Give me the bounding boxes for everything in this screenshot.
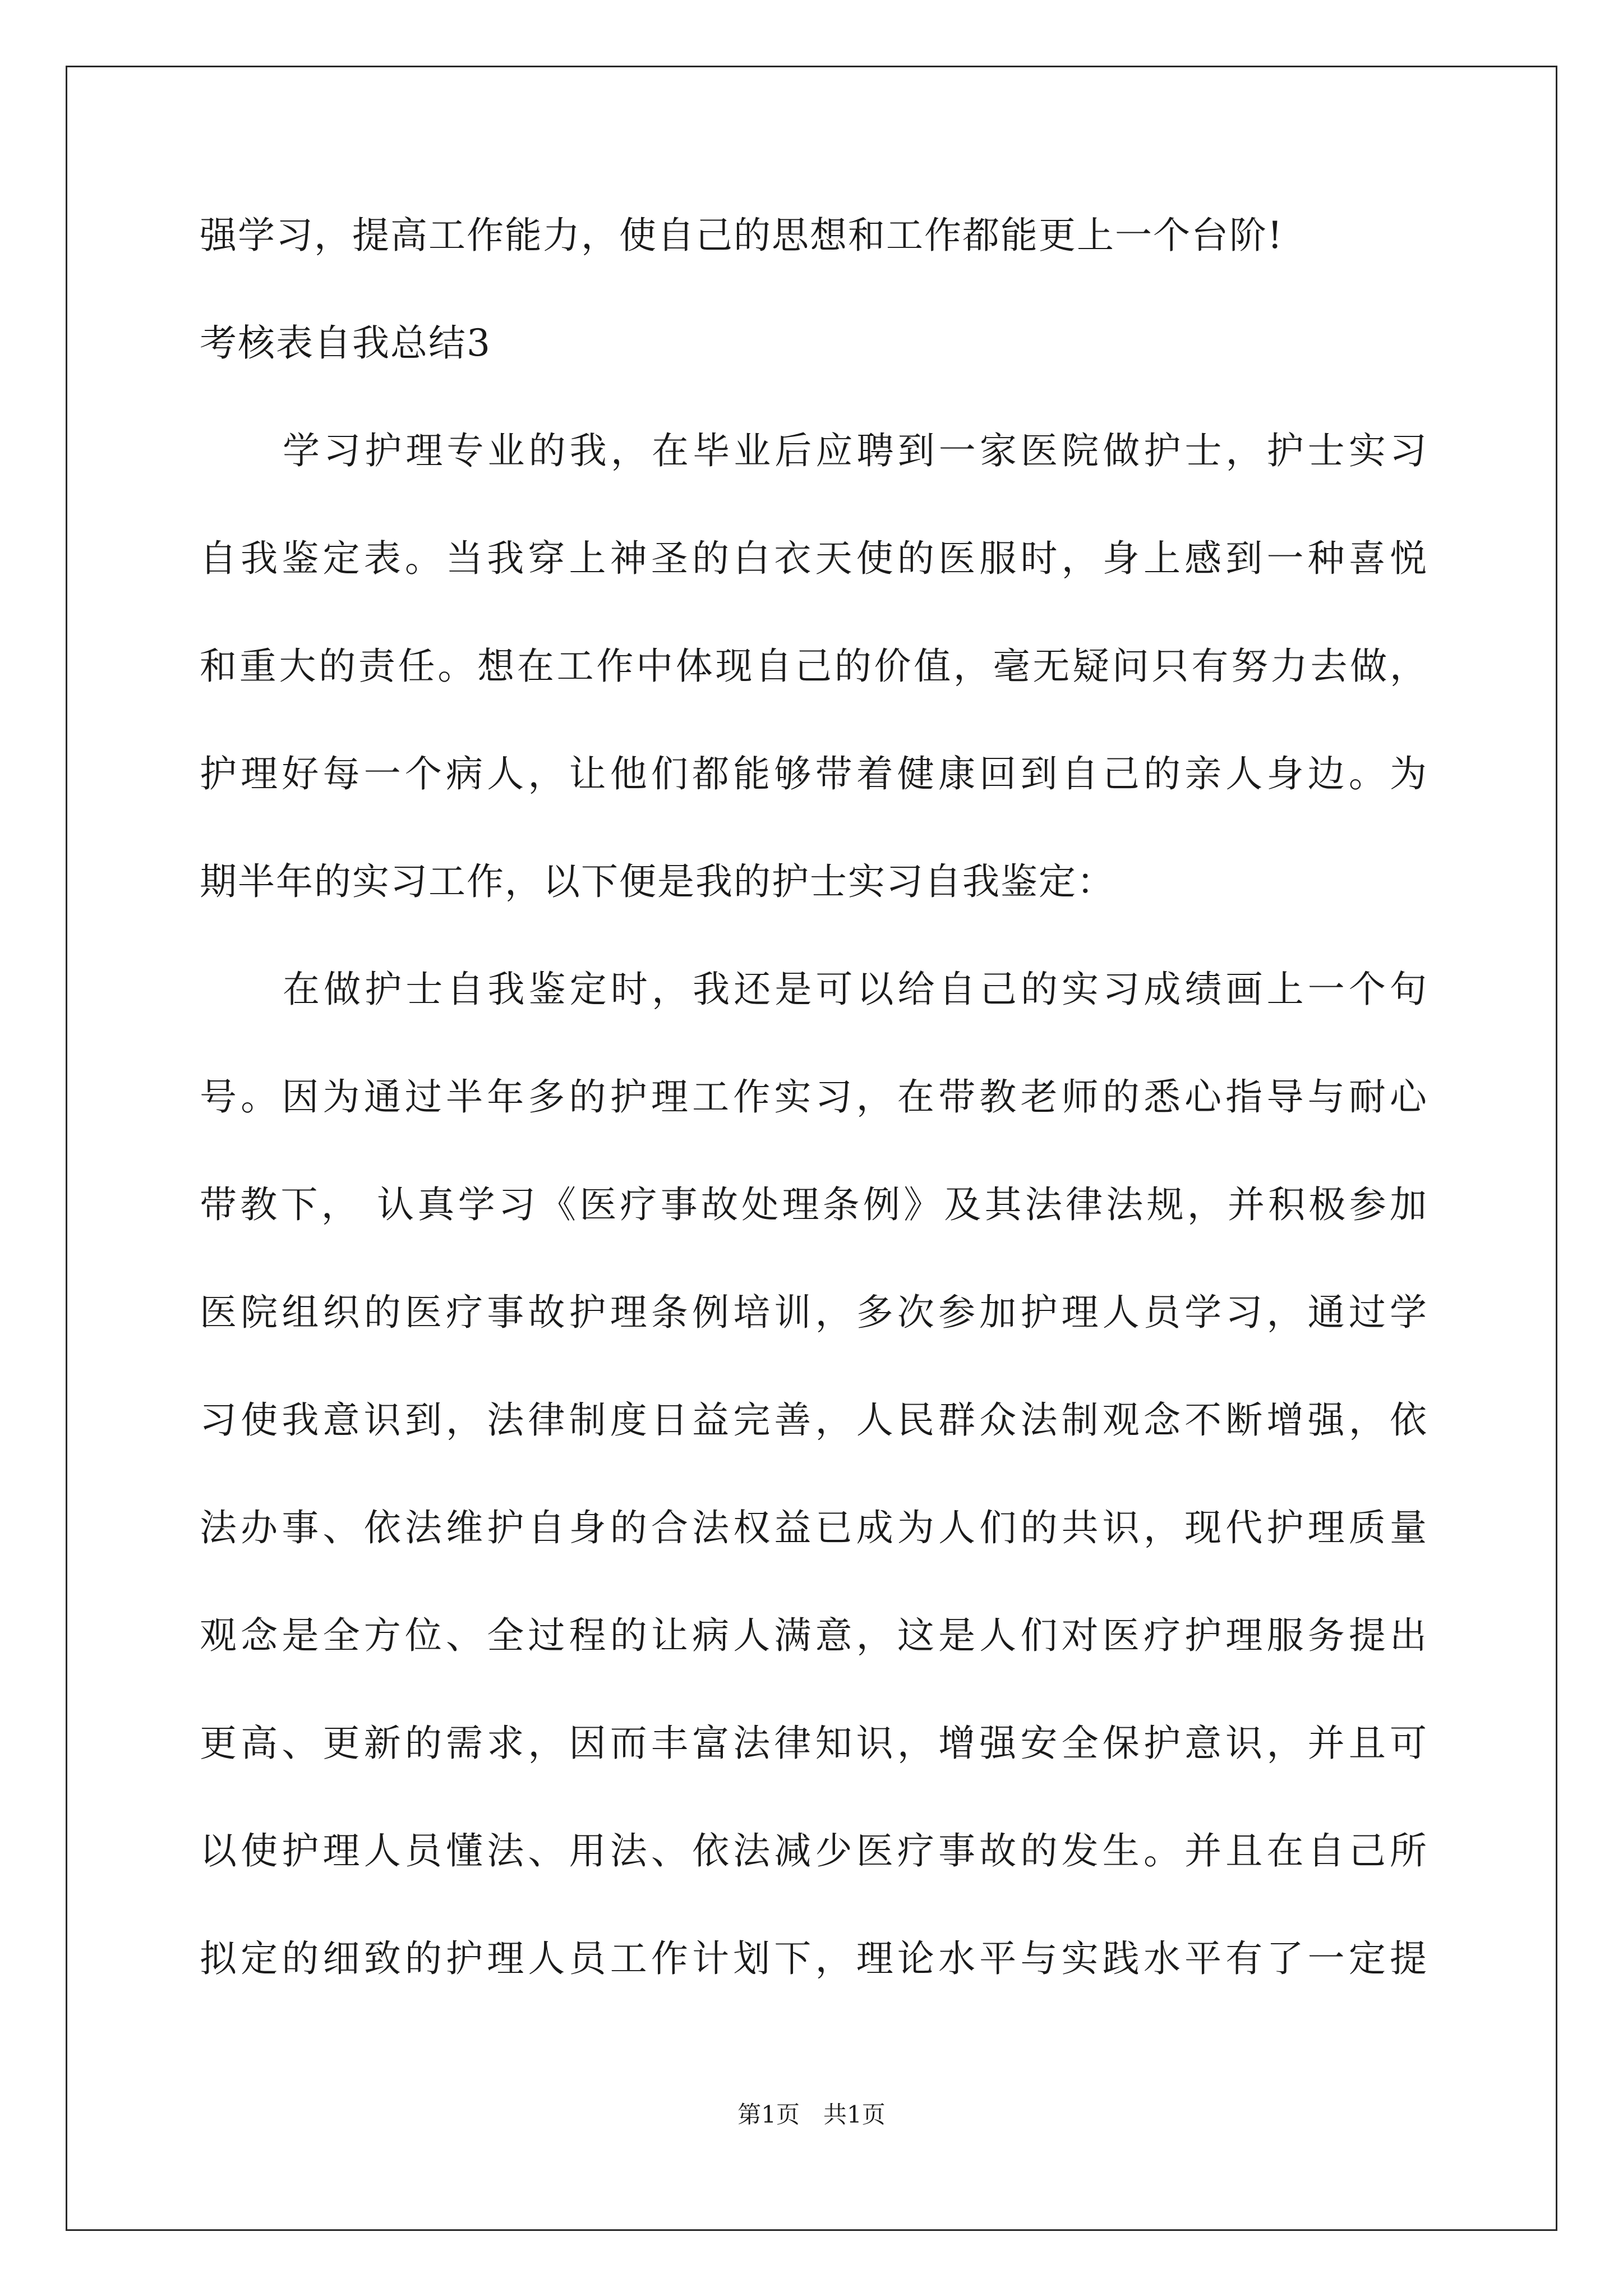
document-body bbox=[200, 213, 1428, 2044]
text-line: 护理好每一个病人，让他们都能够带着健康回到自己的亲人身边。为 bbox=[200, 752, 1428, 795]
text-line: 自我鉴定表。当我穿上神圣的白衣天使的医服时，身上感到一种喜悦 bbox=[200, 537, 1428, 580]
text-line: 以使护理人员懂法、用法、依法减少医疗事故的发生。并且在自己所 bbox=[200, 1829, 1428, 1872]
text-line: 带教下， 认真学习《医疗事故处理条例》及其法律法规，并积极参加 bbox=[200, 1183, 1428, 1226]
text-line: 号。因为通过半年多的护理工作实习，在带教老师的悉心指导与耐心 bbox=[200, 1075, 1428, 1119]
text-line: 强学习，提高工作能力，使自己的思想和工作都能更上一个台阶! bbox=[200, 214, 1284, 257]
text-line: 更高、更新的需求，因而丰富法律知识，增强安全保护意识，并且可 bbox=[200, 1722, 1428, 1765]
page-footer: 第1页 共1页 bbox=[737, 2101, 886, 2128]
text-line: 和重大的责任。想在工作中体现自己的价值，毫无疑问只有努力去做， bbox=[200, 645, 1428, 688]
text-line: 医院组织的医疗事故护理条例培训，多次参加护理人员学习，通过学 bbox=[200, 1291, 1428, 1334]
text-line: 拟定的细致的护理人员工作计划下，理论水平与实践水平有了一定提 bbox=[200, 1937, 1428, 1980]
text-line: 期半年的实习工作，以下便是我的护士实习自我鉴定： bbox=[200, 860, 1115, 903]
text-line: 观念是全方位、全过程的让病人满意，这是人们对医疗护理服务提出 bbox=[200, 1614, 1428, 1657]
section-heading: 考核表自我总结3 bbox=[200, 321, 491, 365]
text-line: 习使我意识到，法律制度日益完善，人民群众法制观念不断增强，依 bbox=[200, 1398, 1428, 1442]
text-line: 在做护士自我鉴定时，我还是可以给自己的实习成绩画上一个句 bbox=[283, 968, 1428, 1011]
text-line: 法办事、依法维护自身的合法权益已成为人们的共识，现代护理质量 bbox=[200, 1506, 1428, 1549]
text-line: 学习护理专业的我，在毕业后应聘到一家医院做护士，护士实习 bbox=[283, 429, 1428, 472]
